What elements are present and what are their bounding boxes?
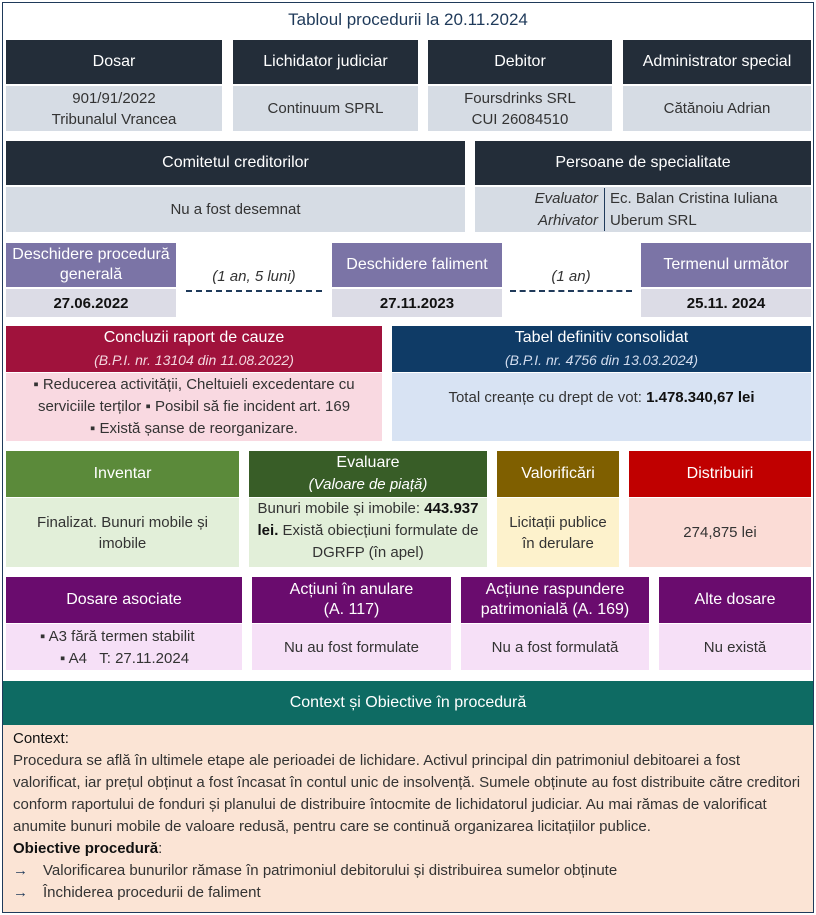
context-body xyxy=(3,725,813,912)
concluzii-header xyxy=(6,326,382,372)
obiective-label: Obiective procedură xyxy=(13,840,159,857)
objective-text: Valorificarea bunurilor rămase în patrimoniul debitorului și distribuirea sumelor obținute xyxy=(43,862,618,879)
termen-date: 25.11. 2024 xyxy=(641,289,811,317)
deschidere-faliment-date: 27.11.2023 xyxy=(332,289,502,317)
anulare-value: Nu au fost formulate xyxy=(252,624,451,670)
concluzii-source: (B.P.I. nr. 13104 din 11.08.2022) xyxy=(94,352,294,368)
tabel-text: Total creanțe cu drept de vot: xyxy=(448,388,642,406)
evaluare-subtitle: (Valoare de piață) xyxy=(308,476,428,493)
objective-item xyxy=(13,882,803,904)
dosar-court: Tribunalul Vrancea xyxy=(51,110,177,128)
lichidator-value: Continuum SPRL xyxy=(233,86,418,131)
arhivator-role: Arhivator xyxy=(537,212,598,229)
tabel-header xyxy=(392,326,811,372)
distribuiri-value: 274,875 lei xyxy=(629,498,811,567)
tabel-amount: 1.478.340,67 lei xyxy=(646,388,755,406)
objective-text: Închiderea procedurii de faliment xyxy=(43,884,261,901)
arrow-right-icon: → xyxy=(13,884,28,901)
lichidator-header: Lichidator judiciar xyxy=(233,40,418,84)
dosar-number: 901/91/2022 xyxy=(72,89,156,107)
tabel-value xyxy=(392,373,811,441)
raspundere-header: Acțiune raspundere patrimonială (A. 169) xyxy=(461,577,649,623)
interval-1-label: (1 an, 5 luni) xyxy=(212,268,296,285)
deschidere-generala-date: 27.06.2022 xyxy=(6,289,176,317)
administrator-header: Administrator special xyxy=(623,40,811,84)
tabel-title: Tabel definitiv consolidat xyxy=(514,329,689,346)
comitet-header: Comitetul creditorilor xyxy=(6,141,465,185)
evaluare-title: Evaluare xyxy=(336,454,400,471)
comitet-value: Nu a fost desemnat xyxy=(6,187,465,232)
context-label: Context: xyxy=(13,730,69,747)
debitor-header: Debitor xyxy=(428,40,612,84)
objective-item xyxy=(13,860,803,882)
evaluare-header xyxy=(249,451,487,497)
debitor-cui: CUI 26084510 xyxy=(471,110,569,128)
termen-header: Termenul următor xyxy=(641,243,811,287)
alte-header: Alte dosare xyxy=(659,577,811,623)
concluzii-text-2: ▪ Există șanse de reorganizare. xyxy=(90,420,298,437)
evaluare-value xyxy=(249,498,487,567)
evaluare-text-1: Bunuri mobile și imobile: xyxy=(257,500,421,517)
alte-value: Nu există xyxy=(659,624,811,670)
inventar-value: Finalizat. Bunuri mobile și imobile xyxy=(6,498,239,567)
specialisti-header: Persoane de specialitate xyxy=(475,141,811,185)
dosare-value xyxy=(6,624,242,670)
inventar-header: Inventar xyxy=(6,451,239,497)
evaluare-amount: 443.937 lei. xyxy=(257,500,479,539)
deschidere-generala-header: Deschidere procedură generală xyxy=(6,243,176,287)
debitor-value xyxy=(428,86,612,131)
context-text: Procedura se află în ultimele etape ale perioadei de lichidare. Activul principal din patrimoniul debitoarei a fost valorificat, iar prețul obținut a fost încasat în contul unic de insolvență. Sumele obținute au fost distribuite către creditori conform raportului de fonduri și planului de distribuire întocmite de lichidatorul judiciar. Au mai rămas de valorificat anumite bunuri mobile de valoare redusă, pentru care se continuă organizarea licitațiilor publice. xyxy=(13,752,801,835)
interval-1-line xyxy=(186,290,322,292)
dosare-header: Dosare asociate xyxy=(6,577,242,623)
interval-2-line xyxy=(510,290,632,292)
valorificari-header: Valorificări xyxy=(497,451,619,497)
page-title: Tabloul procedurii la 20.11.2024 xyxy=(288,9,528,29)
arhivator-name: Uberum SRL xyxy=(610,212,697,229)
dosar-header: Dosar xyxy=(6,40,222,84)
dosare-item-1: ▪ A3 fără termen stabilit xyxy=(40,628,195,645)
evaluare-text-2: Există obiecțiuni formulate de DGRFP (în apel) xyxy=(282,522,479,561)
specialisti-divider xyxy=(604,188,605,231)
arrow-right-icon: → xyxy=(13,862,28,879)
debitor-name: Foursdrinks SRL xyxy=(464,89,576,107)
objectives-list xyxy=(13,860,803,904)
concluzii-text-1: ▪ Reducerea activității, Cheltuieli excedentare cu serviciile terților ▪ Posibil să fie incident art. 169 xyxy=(33,376,355,415)
evaluator-name: Ec. Balan Cristina Iuliana xyxy=(610,190,778,207)
evaluator-role: Evaluator xyxy=(534,190,598,207)
concluzii-value xyxy=(6,373,382,441)
context-header: Context și Obiective în procedură xyxy=(3,681,813,725)
deschidere-faliment-header: Deschidere faliment xyxy=(332,243,502,287)
distribuiri-header: Distribuiri xyxy=(629,451,811,497)
raspundere-value: Nu a fost formulată xyxy=(461,624,649,670)
specialisti-value xyxy=(475,187,811,232)
administrator-value: Cătănoiu Adrian xyxy=(623,86,811,131)
anulare-header: Acțiuni în anulare (A. 117) xyxy=(252,577,451,623)
concluzii-title: Concluzii raport de cauze xyxy=(103,329,285,346)
valorificari-value: Licitații publice în derulare xyxy=(497,498,619,567)
dosar-value xyxy=(6,86,222,131)
obiective-colon: : xyxy=(158,840,163,857)
dosare-item-2: ▪ A4 T: 27.11.2024 xyxy=(60,650,190,667)
interval-2-label: (1 an) xyxy=(551,268,591,285)
obiective-heading xyxy=(13,838,803,860)
tabel-source: (B.P.I. nr. 4756 din 13.03.2024) xyxy=(504,352,699,368)
